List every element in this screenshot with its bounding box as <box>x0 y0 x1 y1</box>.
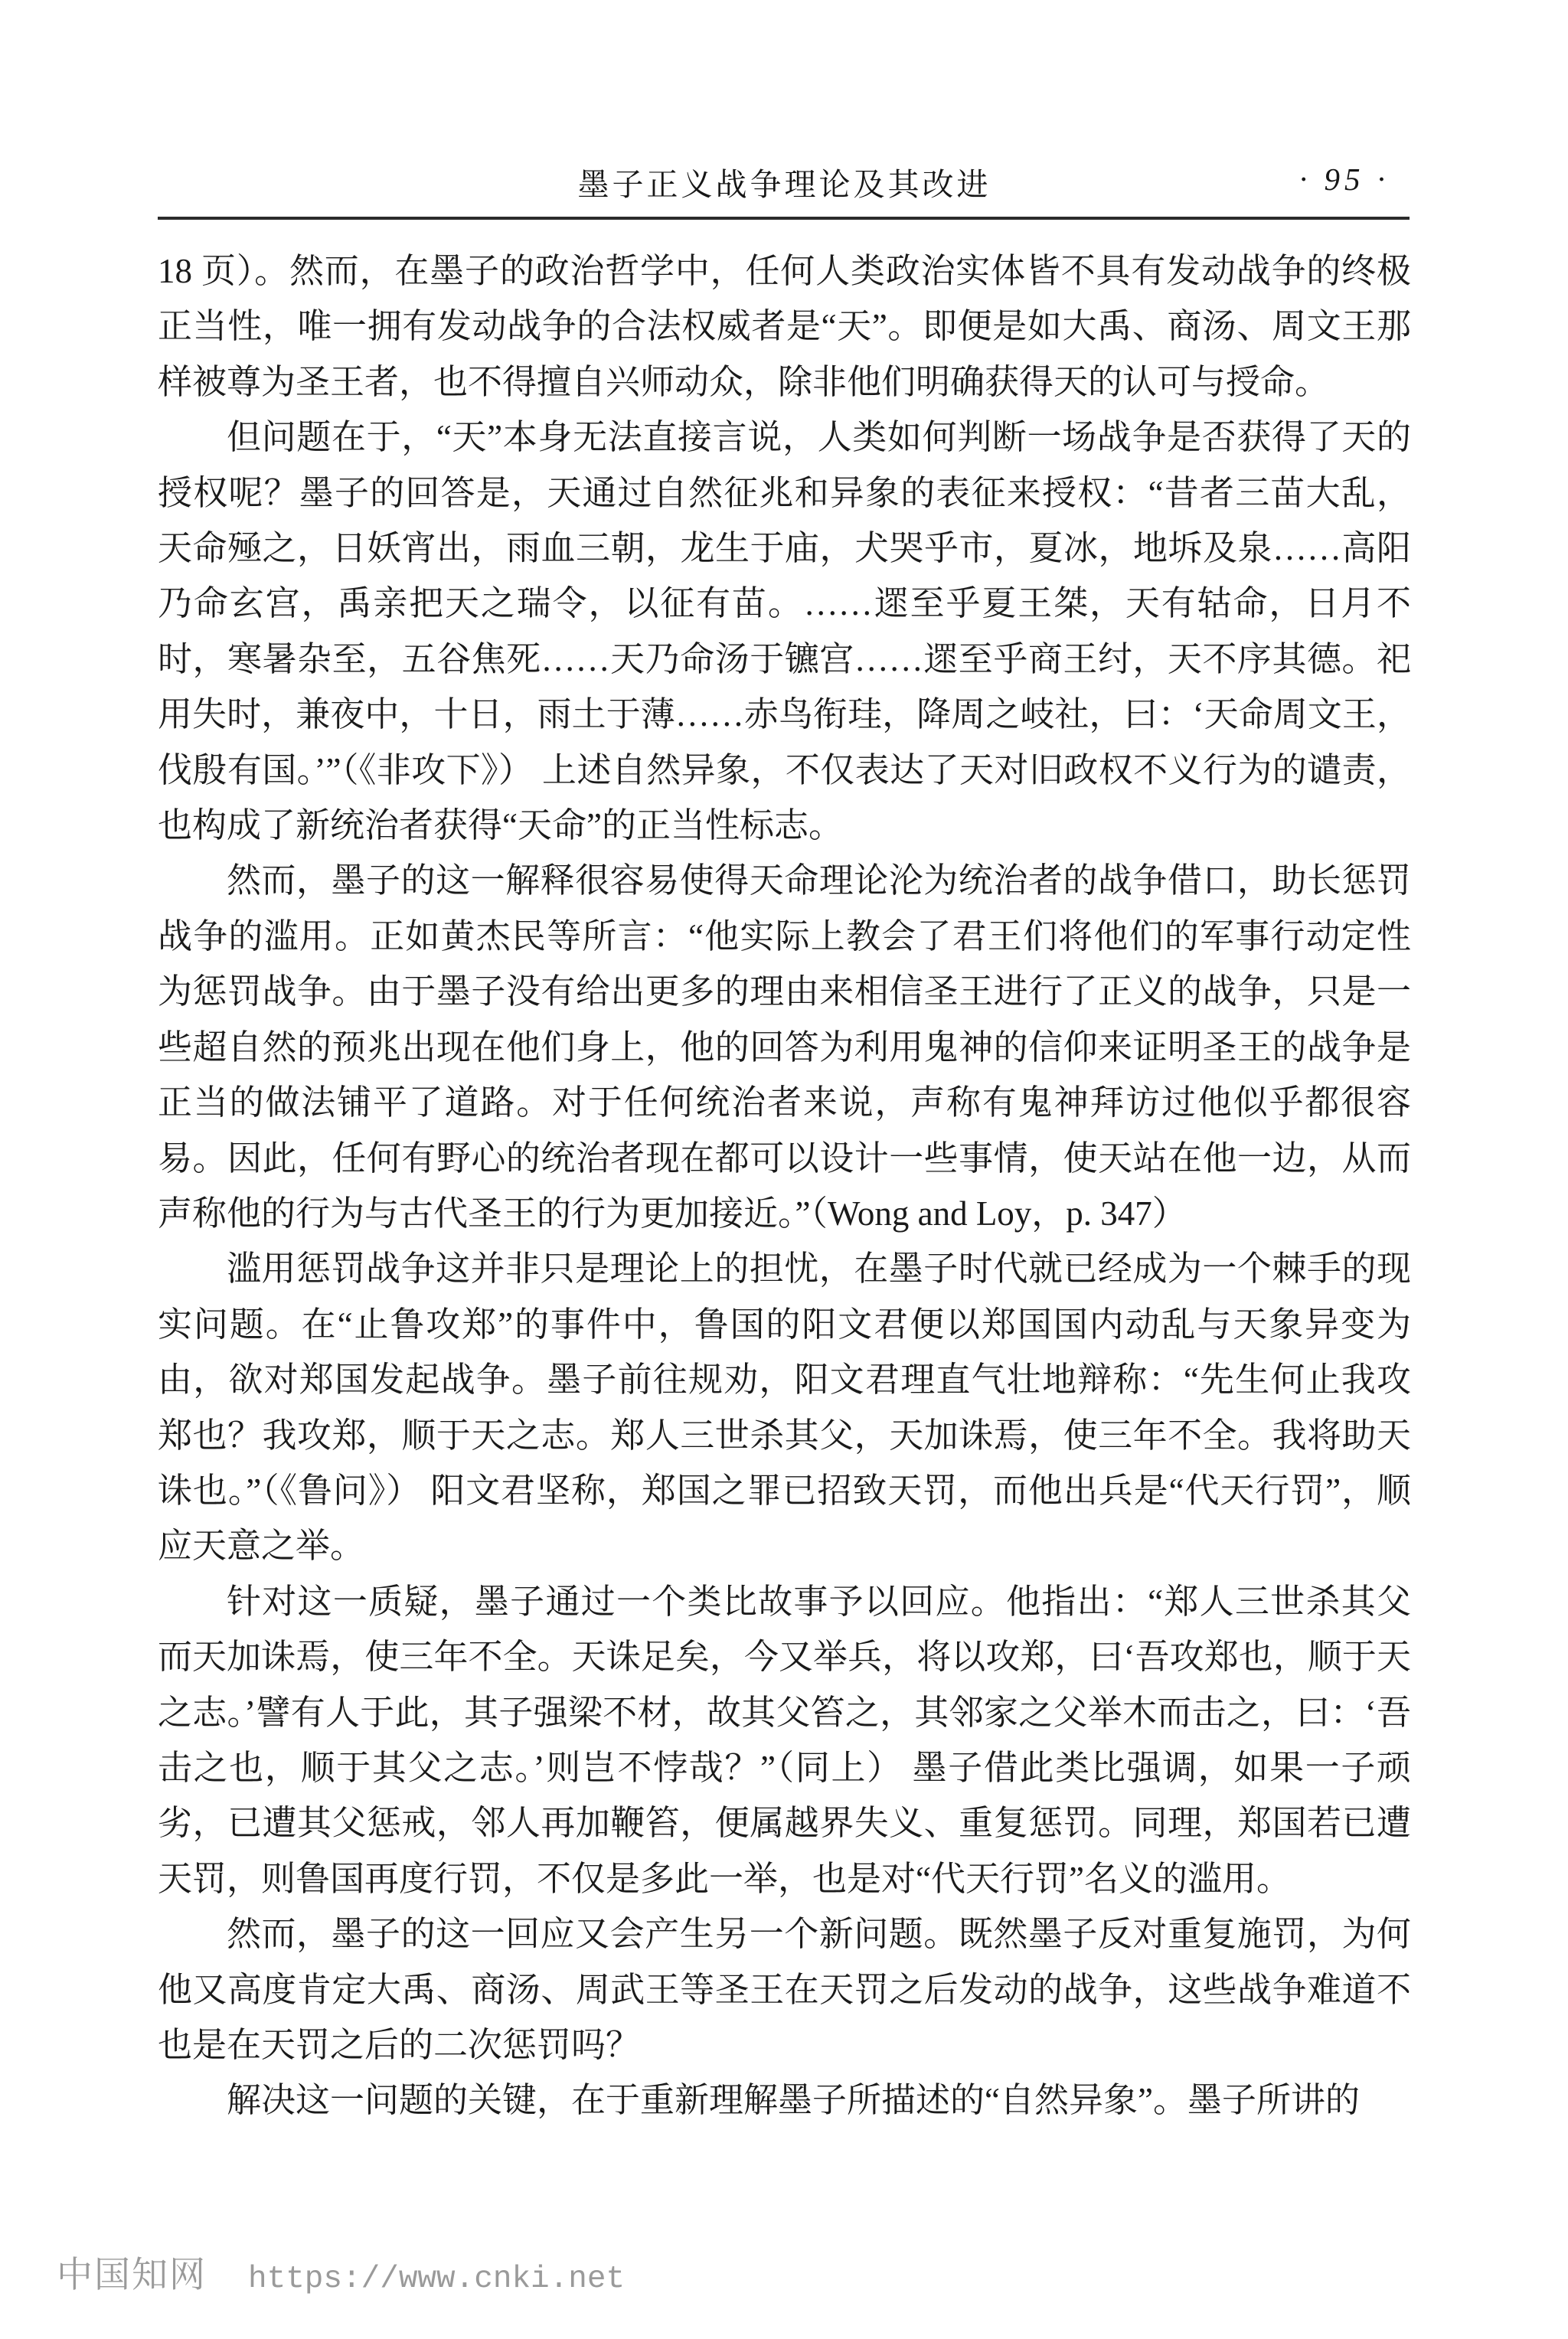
cnki-site-url: https://www.cnki.net <box>248 2262 626 2297</box>
paragraph: 解决这一问题的关键，在于重新理解墨子所描述的“自然异象”。墨子所讲的 <box>227 2081 1360 2120</box>
paragraph: 然而，墨子的这一回应又会产生另一个新问题。既然墨子反对重复施罚，为何他又高度肯定大禹、商汤、周武王等圣王在天罚之后发动的战争，这些战争难道不也是在天罚之后的二次惩罚吗？ <box>158 1915 1411 2064</box>
paragraph-continuation: 18 页）。然而，在墨子的政治哲学中，任何人类政治实体皆不具有发动战争的终极正当性，唯一拥有发动战争的合法权威者是“天”。即便是如大禹、商汤、周文王那样被尊为圣王者，也不得擅自兴师动众，除非他们明确获得天的认可与授命。 <box>158 252 1411 401</box>
paragraph: 滥用惩罚战争这并非只是理论上的担忧，在墨子时代就已经成为一个棘手的现实问题。在“止鲁攻郑”的事件中，鲁国的阳文君便以郑国国内动乱与天象异变为由，欲对郑国发起战争。墨子前往规劝，阳文君理直气壮地辩称：“先生何止我攻郑也？我攻郑，顺于天之志。郑人三世杀其父，天加诛焉，使三年不全。我将助天诛也。”（《鲁问》） 阳文君坚称，郑国之罪已招致天罚，而他出兵是“代天行罚”，顺应天意之举。 <box>158 1250 1411 1566</box>
paragraph: 但问题在于，“天”本身无法直接言说，人类如何判断一场战争是否获得了天的授权呢？墨子的回答是，天通过自然征兆和异象的表征来授权：“昔者三苗大乱，天命殛之，日妖宵出，雨血三朝，龙生于庙，犬哭乎市，夏冰，地坼及泉……高阳乃命玄宫，禹亲把天之瑞令，以征有苗。……遝至乎夏王桀，天有轱命，日月不时，寒暑杂至，五谷焦死……天乃命汤于镳宫……遝至乎商王纣，天不序其德。祀用失时，兼夜中，十日，雨土于薄……赤鸟衔珪，降周之岐社，曰：‘天命周文王，伐殷有国。’”（《非攻下》） 上述自然异象，不仅表达了天对旧政权不义行为的谴责，也构成了新统治者获得“天命”的正当性标志。 <box>158 418 1411 845</box>
article-text <box>158 243 1411 2128</box>
paragraph: 针对这一质疑，墨子通过一个类比故事予以回应。他指出：“郑人三世杀其父而天加诛焉，使三年不全。天诛足矣，今又举兵，将以攻郑，曰‘吾攻郑也，顺于天之志。’譬有人于此，其子强梁不材，故其父笞之，其邻家之父举木而击之，曰：‘吾击之也，顺于其父之志。’则岂不悖哉？”（同上） 墨子借此类比强调，如果一子顽劣，已遭其父惩戒，邻人再加鞭笞，便属越界失义、重复惩罚。同理，郑国若已遭天罚，则鲁国再度行罚，不仅是多此一举，也是对“代天行罚”名义的滥用。 <box>158 1582 1411 1898</box>
running-title: 墨子正义战争理论及其改进 <box>577 167 991 202</box>
page-number: · 95 · <box>1299 162 1390 197</box>
cnki-site-name: 中国知网 <box>57 2256 207 2295</box>
cnki-watermark <box>57 2246 625 2298</box>
header-rule <box>158 217 1410 220</box>
paragraph: 然而，墨子的这一解释很容易使得天命理论沦为统治者的战争借口，助长惩罚战争的滥用。正如黄杰民等所言：“他实际上教会了君王们将他们的军事行动定性为惩罚战争。由于墨子没有给出更多的理由来相信圣王进行了正义的战争，只是一些超自然的预兆出现在他们身上，他的回答为利用鬼神的信仰来证明圣王的战争是正当的做法铺平了道路。对于任何统治者来说，声称有鬼神拜访过他似乎都很容易。因此，任何有野心的统治者现在都可以设计一些事情，使天站在他一边，从而声称他的行为与古代圣王的行为更加接近。”（Wong and Loy，p. 347） <box>158 861 1411 1233</box>
running-head <box>158 159 1411 207</box>
